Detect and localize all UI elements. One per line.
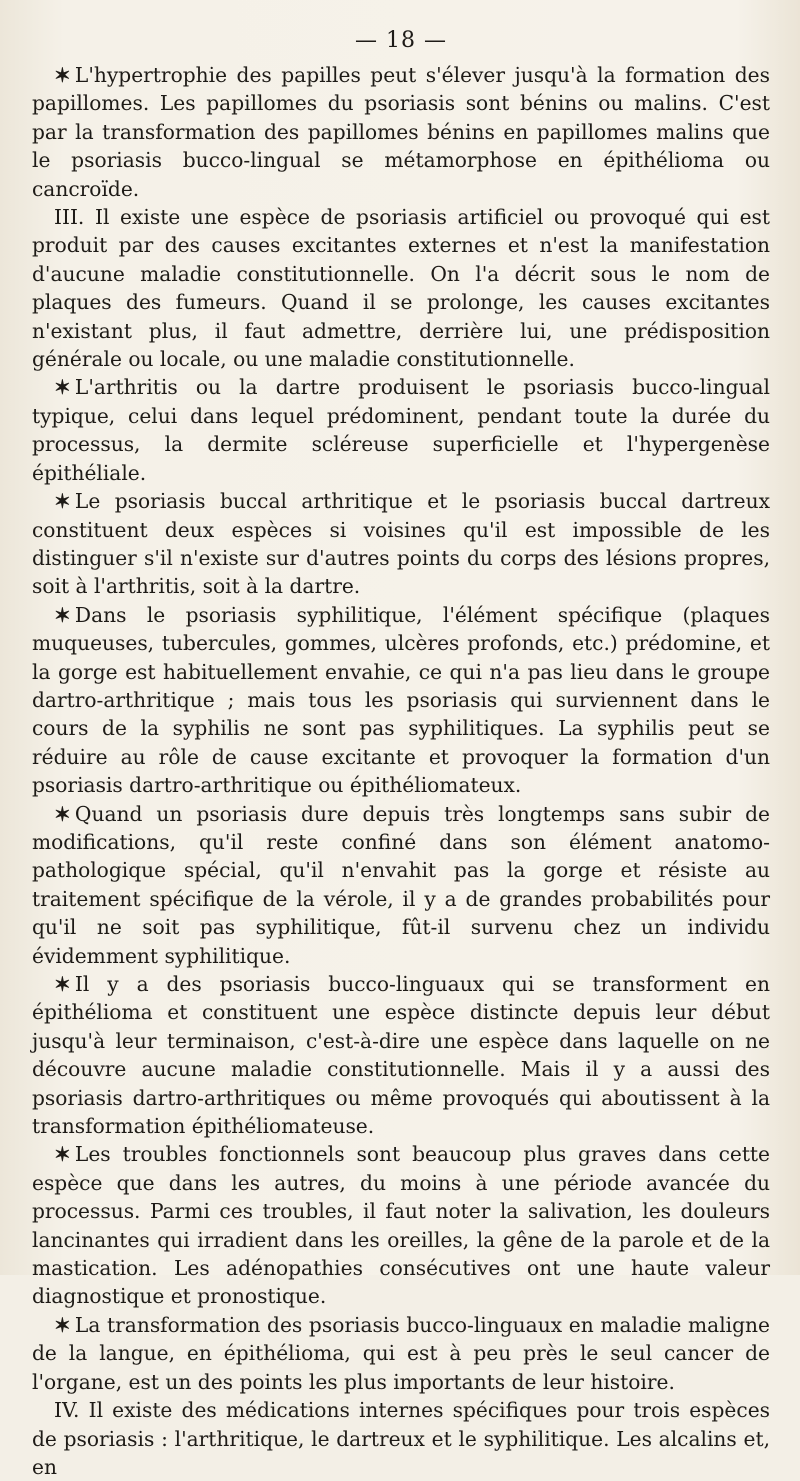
paragraph [32, 800, 770, 970]
paragraph-text: La transformation des psoriasis bucco-linguaux en maladie maligne de la langue, en épithélioma, qui est à peu près le seul cancer de l'organe, est un des points les plus importants de leur histoire. [32, 1312, 770, 1394]
page-body [32, 61, 770, 1481]
asterism-icon: ✶ [54, 1312, 71, 1337]
paragraph-text: Les troubles fonctionnels sont beaucoup plus graves dans cette espèce que dans les autres, du moins à une période avancée du processus. Parmi ces troubles, il faut noter la salivation, les douleurs lancinantes qui irradient dans les oreilles, la gêne de la parole et de la mastication. Les adénopathies consécutives ont une haute valeur diagnostique et pronostique. [32, 1142, 770, 1309]
paragraph [32, 1311, 770, 1396]
paragraph-text: IV. Il existe des médications internes spécifiques pour trois espèces de psoriasis : l'arthritique, le dartreux et le syphilitique. Les alcalins et, en [32, 1398, 770, 1479]
asterism-icon: ✶ [54, 489, 71, 514]
paragraph [32, 487, 770, 601]
paragraph [32, 601, 770, 800]
paragraph-text: L'hypertrophie des papilles peut s'élever jusqu'à la formation des papillomes. Les papillomes du psoriasis sont bénins ou malins. C'est par la transformation des papillomes bénins en papillomes malins que le psoriasis bucco-lingual se métamorphose en épithélioma ou cancroïde. [32, 63, 770, 201]
asterism-icon: ✶ [54, 63, 71, 87]
paragraph [32, 970, 770, 1140]
paragraph-text: Il y a des psoriasis bucco-linguaux qui se transforment en épithélioma et constituent une espèce distincte depuis leur début jusqu'à leur terminaison, c'est-à-dire une espèce dans laquelle on ne découvre aucune maladie constitutionnelle. Mais il y a aussi des psoriasis dartro-arthritiques ou même provoqués qui aboutissent à la transformation épithéliomateuse. [32, 972, 770, 1139]
paragraph [32, 61, 770, 203]
paragraph [32, 1396, 770, 1481]
paragraph [32, 1140, 770, 1310]
paragraph [32, 373, 770, 487]
paragraph-text: III. Il existe une espèce de psoriasis artificiel ou provoqué qui est produit par des causes excitantes externes et n'est la manifestation d'aucune maladie constitutionnelle. On l'a décrit sous le nom de plaques des fumeurs. Quand il se prolonge, les causes excitantes n'existant plus, il faut admettre, derrière lui, une prédisposition générale ou locale, ou une maladie constitutionnelle. [32, 205, 770, 372]
asterism-icon: ✶ [54, 801, 71, 826]
asterism-icon: ✶ [54, 602, 71, 627]
paragraph-text: Dans le psoriasis syphilitique, l'élément spécifique (plaques muqueuses, tubercules, gommes, ulcères profonds, etc.) prédomine, et la gorge est habituellement envahie, ce qui n'a pas lieu dans le groupe dartro-arthritique ; mais tous les psoriasis qui surviennent dans le cours de la syphilis ne sont pas syphilitiques. La syphilis peut se réduire au rôle de cause excitante et provoquer la formation d'un psoriasis dartro-arthritique ou épithéliomateux. [32, 602, 770, 798]
paragraph-text: Le psoriasis buccal arthritique et le psoriasis buccal dartreux constituent deux espèces si voisines qu'il est impossible de les distinguer s'il n'existe sur d'autres points du corps des lésions propres, soit à l'arthritis, soit à la dartre. [32, 489, 770, 599]
asterism-icon: ✶ [54, 1142, 71, 1167]
asterism-icon: ✶ [54, 972, 71, 996]
page-number: — 18 — [355, 28, 447, 53]
asterism-icon: ✶ [54, 375, 71, 400]
paragraph-text: Quand un psoriasis dure depuis très longtemps sans subir de modifications, qu'il reste confiné dans son élément anatomo-pathologique spécial, qu'il n'envahit pas la gorge et résiste au traitement spécifique de la vérole, il y a de grandes probabilités pour qu'il ne soit pas syphilitique, fût-il survenu chez un individu évidemment syphilitique. [32, 801, 770, 968]
paragraph [32, 203, 770, 373]
paragraph-text: L'arthritis ou la dartre produisent le psoriasis bucco-lingual typique, celui dans lequel prédominent, pendant toute la durée du processus, la dermite scléreuse superficielle et l'hypergenèse épithéliale. [32, 375, 770, 485]
